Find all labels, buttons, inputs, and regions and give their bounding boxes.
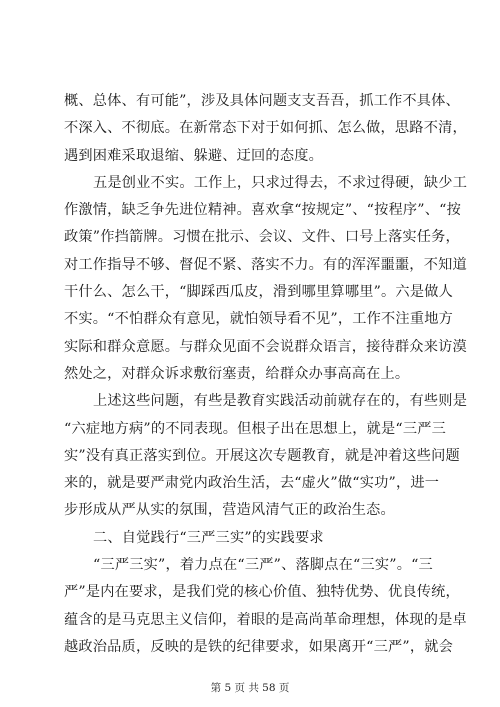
paragraph-1 <box>64 88 467 170</box>
text-line: 实际和群众意愿。与群众见面不会说群众语言，接待群众来访漠 <box>64 338 467 355</box>
text-line: 来的，就是要严肃党内政治生活，去“虚火”做“实功”，进一 <box>64 475 440 492</box>
text-line: “六症地方病”的不同表现。但根子出在思想上，就是“三严三 <box>64 420 447 437</box>
section-heading <box>64 525 436 552</box>
text-line: 步形成从严从实的氛围，营造风清气正的政治生态。 <box>64 502 395 519</box>
text-line: “三严三实”，着力点在“三严”、落脚点在“三实”。“三 <box>93 557 433 574</box>
paragraph-3 <box>64 388 468 524</box>
text-line: 蕴含的是马克思主义信仰，着眼的是高尚革命理想，体现的是卓 <box>64 611 467 628</box>
text-line: 作激情，缺乏争先进位精神。喜欢拿“按规定”、“按程序”、“按 <box>64 202 461 219</box>
heading-line: 二、自觉践行“三严三实”的实践要求 <box>93 529 324 546</box>
text-line: 对工作指导不够、督促不紧、落实不力。有的浑浑噩噩，不知道 <box>64 256 467 273</box>
page-footer <box>0 680 500 695</box>
text-line: 干什么、怎么干，“脚踩西瓜皮，滑到哪里算哪里”。六是做人 <box>64 284 453 301</box>
text-line: 概、总体、有可能”，涉及具体问题支支吾吾，抓工作不具体、 <box>64 93 460 109</box>
text-line: 严”是内在要求，是我们党的核心价值、独特优势、优良传统， <box>64 584 460 601</box>
text-line: 不实。“不怕群众有意见，就怕领导看不见”，工作不注重地方 <box>64 311 453 328</box>
text-line: 五是创业不实。工作上，只求过得去，不求过得硬，缺少工 <box>93 174 468 191</box>
text-line: 越政治品质，反映的是铁的纪律要求，如果离开“三严”，就会 <box>64 638 453 655</box>
text-line: 实”没有真正落实到位。开展这次专题教育，就是冲着这些问题 <box>64 447 460 464</box>
text-line: 上述这些问题，有些是教育实践活动前就存在的，有些则是 <box>93 393 468 410</box>
paragraph-4 <box>64 552 467 661</box>
text-line: 政策”作挡箭牌。习惯在批示、会议、文件、口号上落实任务， <box>64 229 460 246</box>
text-line: 不深入、不彻底。在新常态下对于如何抓、怎么做，思路不清， <box>64 120 467 137</box>
page-number-label: 第 5 页 共 58 页 <box>210 682 290 694</box>
document-body <box>64 88 468 661</box>
text-line: 遇到困难采取退缩、躲避、迂回的态度。 <box>64 147 323 164</box>
text-line: 然处之，对群众诉求敷衍塞责，给群众办事高高在上。 <box>64 365 410 382</box>
paragraph-2 <box>64 170 468 388</box>
